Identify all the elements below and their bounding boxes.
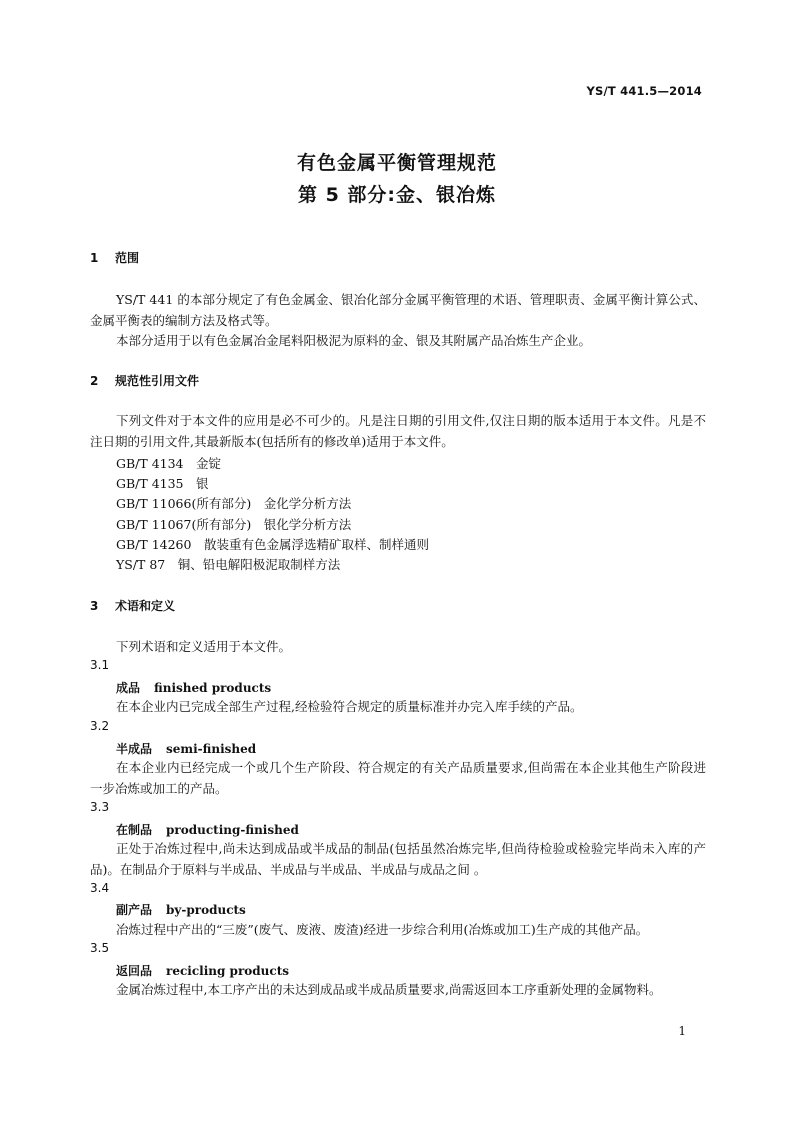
term-heading — [116, 821, 299, 838]
term-zh: 成品 — [116, 681, 141, 695]
section-number: 3 — [90, 599, 99, 613]
reference-item: GB/T 4134 金锭 — [116, 456, 222, 471]
section-title: 术语和定义 — [115, 599, 176, 613]
section-number: 2 — [90, 374, 99, 388]
page-number: 1 — [678, 1024, 686, 1038]
term-zh: 返回品 — [116, 964, 153, 978]
section-heading-normative-references — [90, 372, 199, 389]
section-number: 1 — [90, 251, 99, 265]
term-zh: 副产品 — [116, 903, 153, 917]
term-definition: 在本企业内已经完成一个或几个生产阶段、符合规定的有关产品质量要求,但尚需在本企业其他生产阶段进一步冶炼或加工的产品。 — [90, 760, 706, 796]
term-zh: 半成品 — [116, 742, 153, 756]
references-intro-paragraph: 下列文件对于本文件的应用是必不可少的。凡是注日期的引用文件,仅注日期的版本适用于本文件。凡是不注日期的引用文件,其最新版本(包括所有的修改单)适用于本文件。 — [90, 413, 706, 449]
reference-item: GB/T 11067(所有部分) 银化学分析方法 — [116, 517, 352, 532]
standard-code: YS/T 441.5—2014 — [586, 84, 702, 98]
term-en: producting-finished — [166, 823, 299, 837]
term-definition: 正处于冶炼过程中,尚未达到成品或半成品的制品(包括虽然冶炼完毕,但尚待检验或检验完毕尚未入库的产品)。在制品介于原料与半成品、半成品与半成品、半成品与成品之间 。 — [90, 841, 706, 877]
scope-paragraph-2: 本部分适用于以有色金属冶金尾料阳极泥为原料的金、银及其附属产品冶炼生产企业。 — [116, 333, 592, 348]
term-number: 3.1 — [90, 658, 110, 672]
term-number: 3.4 — [90, 881, 110, 895]
terms-intro: 下列术语和定义适用于本文件。 — [116, 639, 292, 654]
reference-item: GB/T 14260 散装重有色金属浮选精矿取样、制样通则 — [116, 537, 429, 552]
term-definition: 金属冶炼过程中,本工序产出的未达到成品或半成品质量要求,尚需返回本工序重新处理的金属物料。 — [116, 982, 662, 997]
term-heading — [116, 679, 271, 696]
scope-paragraph-1: YS/T 441 的本部分规定了有色金属金、银冶化部分金属平衡管理的术语、管理职责、金属平衡计算公式、金属平衡表的编制方法及格式等。 — [90, 292, 706, 328]
term-en: finished products — [154, 681, 272, 695]
term-en: by-products — [166, 903, 246, 917]
document-title: 有色金属平衡管理规范 — [296, 152, 497, 174]
term-heading — [116, 901, 246, 918]
reference-item: GB/T 4135 银 — [116, 476, 209, 491]
term-heading — [116, 962, 289, 979]
term-number: 3.3 — [90, 800, 110, 814]
document-subtitle: 第 5 部分:金、银冶炼 — [297, 184, 497, 206]
term-number: 3.2 — [90, 719, 110, 733]
term-zh: 在制品 — [116, 823, 153, 837]
term-en: recicling products — [166, 964, 289, 978]
section-title: 范围 — [115, 251, 140, 265]
section-title: 规范性引用文件 — [115, 374, 200, 388]
section-heading-terms-definitions — [90, 597, 175, 614]
term-number: 3.5 — [90, 941, 110, 955]
reference-item: GB/T 11066(所有部分) 金化学分析方法 — [116, 496, 352, 511]
reference-item: YS/T 87 铜、铅电解阳极泥取制样方法 — [116, 557, 341, 572]
term-heading — [116, 740, 256, 757]
section-heading-scope — [90, 249, 139, 266]
term-definition: 冶炼过程中产出的“三废”(废气、废液、废渣)经进一步综合利用(冶炼或加工)生产成的其他产品。 — [116, 922, 649, 937]
term-en: semi-finished — [166, 742, 257, 756]
term-definition: 在本企业内已完成全部生产过程,经检验符合规定的质量标准并办完入库手续的产品。 — [116, 699, 583, 714]
